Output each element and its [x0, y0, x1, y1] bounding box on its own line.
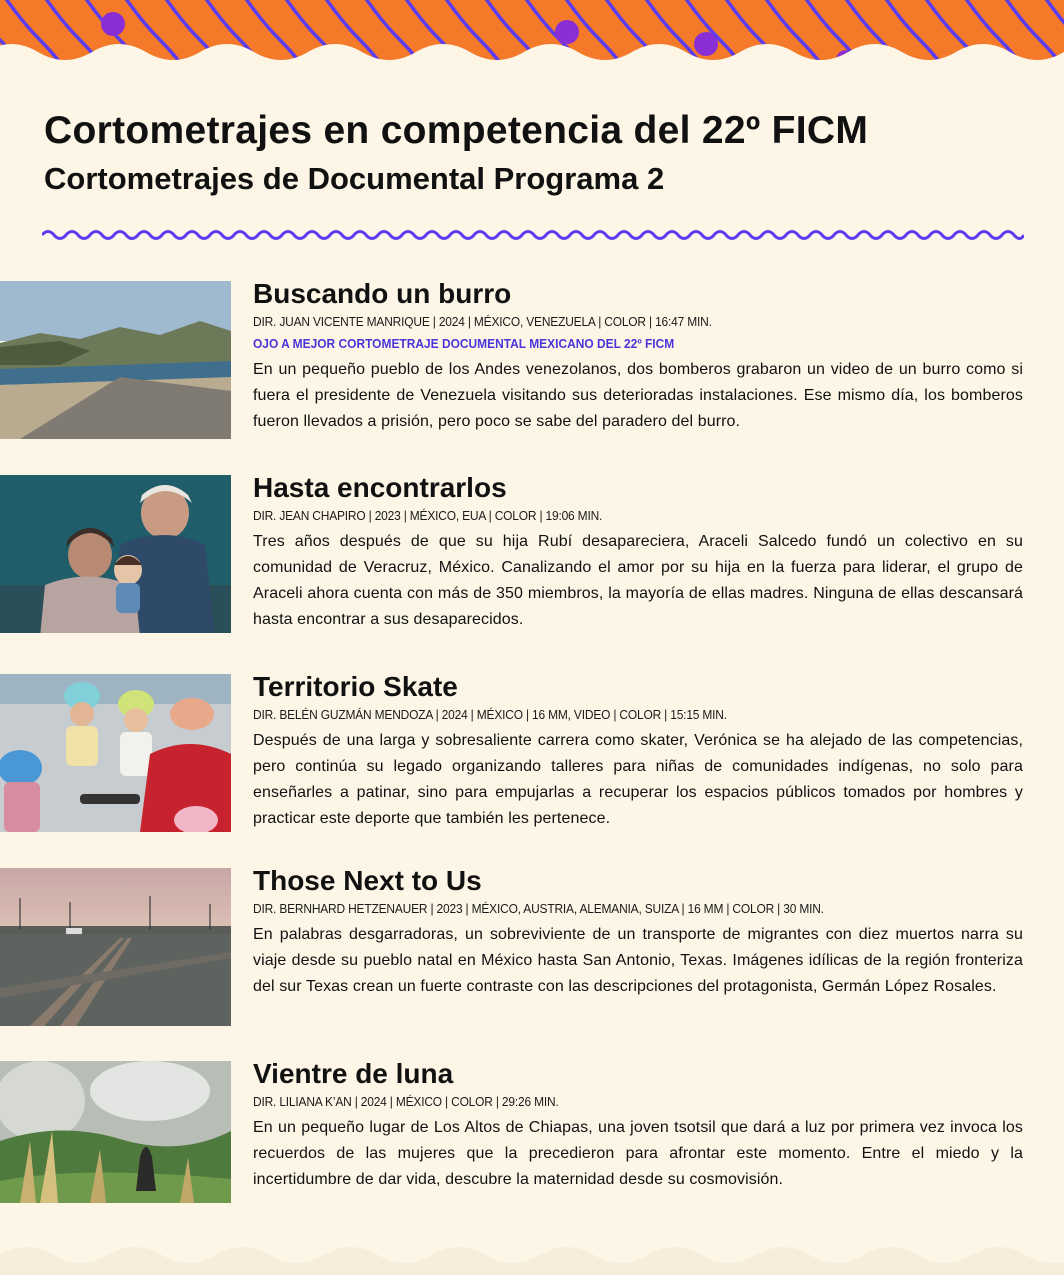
film-info: [253, 1057, 1023, 1193]
decorative-bottom-wave: [0, 1235, 1064, 1275]
film-title: Vientre de luna: [253, 1058, 454, 1089]
film-credits: DIR. JEAN CHAPIRO | 2023 | MÉXICO, EUA | COLOR | 19:06 MIN.: [253, 508, 603, 523]
wavy-divider: [42, 226, 1024, 244]
film-credits: DIR. LILIANA K’AN | 2024 | MÉXICO | COLOR | 29:26 MIN.: [253, 1094, 559, 1109]
film-still: [0, 868, 231, 1026]
film-info: [253, 864, 1023, 1000]
page-header: [44, 108, 1024, 198]
film-title: Those Next to Us: [253, 865, 482, 896]
film-still: [0, 281, 231, 439]
film-still: [0, 1061, 231, 1219]
film-info: [253, 670, 1023, 832]
decorative-wave-banner: [0, 0, 1064, 80]
page-title: Cortometrajes en competencia del 22º FICM: [44, 109, 869, 152]
film-synopsis: Tres años después de que su hija Rubí desapareciera, Araceli Salcedo fundó un colectivo en su comunidad de Veracruz, México. Canalizando el amor por su hija en la fuerza para liderar, el grupo de Araceli ahora cuenta con más de 350 miembros, la mayoría de ellas madres. Ninguna de ellas descansará hasta encontrar a sus desaparecidos.: [253, 533, 1023, 628]
film-title: Buscando un burro: [253, 278, 512, 309]
film-still: [0, 475, 231, 633]
film-credits: DIR. BERNHARD HETZENAUER | 2023 | MÉXICO, AUSTRIA, ALEMANIA, SUIZA | 16 MM | COLOR | 30 MIN.: [253, 901, 824, 916]
film-still: [0, 674, 231, 832]
film-award: OJO A MEJOR CORTOMETRAJE DOCUMENTAL MEXICANO DEL 22º FICM: [253, 336, 675, 351]
film-title: Hasta encontrarlos: [253, 472, 507, 503]
film-synopsis: En un pequeño pueblo de los Andes venezolanos, dos bomberos grabaron un video de un burro como si fuera el presidente de Venezuela visitando sus deterioradas instalaciones. Ese mismo día, los bomberos fueron llevados a prisión, pero poco se sabe del paradero del burro.: [253, 361, 1023, 430]
film-synopsis: Después de una larga y sobresaliente carrera como skater, Verónica se ha alejado de las competencias, pero continúa su legado organizando talleres para niñas de comunidades indígenas, no solo para enseñarles a patinar, sino para empujarlas a recuperar los espacios públicos tomados por hombres y practicar este deporte que también les pertenece.: [253, 732, 1023, 827]
film-credits: DIR. BELÉN GUZMÁN MENDOZA | 2024 | MÉXICO | 16 MM, VIDEO | COLOR | 15:15 MIN.: [253, 707, 727, 722]
film-synopsis: En un pequeño lugar de Los Altos de Chiapas, una joven tsotsil que dará a luz por primera vez invoca los recuerdos de las mujeres que la precedieron para afrontar este momento. Entre el miedo y la incertidumbre de dar vida, descubre la maternidad desde su cosmovisión.: [253, 1119, 1023, 1188]
film-info: [253, 471, 1023, 633]
film-synopsis: En palabras desgarradoras, un sobreviviente de un transporte de migrantes con diez muertos narra su viaje desde su pueblo natal en México hasta San Antonio, Texas. Imágenes idílicas de la región fronteriza del sur Texas crean un fuerte contraste con las descripciones del protagonista, Germán López Rosales.: [253, 926, 1023, 995]
film-info: [253, 277, 1023, 435]
film-title: Territorio Skate: [253, 671, 458, 702]
page-subtitle: Cortometrajes de Documental Programa 2: [44, 161, 665, 196]
film-credits: DIR. JUAN VICENTE MANRIQUE | 2024 | MÉXICO, VENEZUELA | COLOR | 16:47 MIN.: [253, 314, 712, 329]
